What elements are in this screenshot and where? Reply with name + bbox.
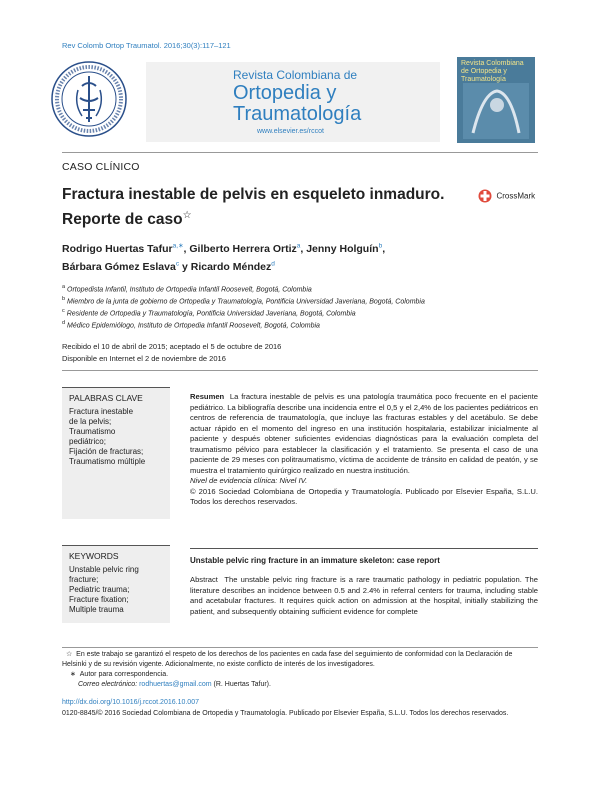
affiliation: $^b$ Miembro de la junta de gobierno de Ortopedia y Traumatología, Pontificia Universidad Javeriana, Bogotá, Colombia (62, 296, 425, 306)
keyword-item: pediátrico; (69, 437, 106, 446)
email-line: Correo electrónico: rodhuertas@gmail.com (R. Huertas Tafur). (78, 681, 271, 688)
english-section-divider (190, 548, 538, 549)
keyword-item: fracture; (69, 575, 99, 584)
affiliation: $^a$ Ortopedista Infantil, Instituto de Ortopedia Infantil Roosevelt, Bogotá, Colombia (62, 284, 312, 294)
keyword-item: Fractura inestable (69, 407, 134, 416)
author-list (62, 238, 502, 275)
keyword-item: Unstable pelvic ring (69, 565, 139, 574)
abstract-es-copyright: © 2016 Sociedad Colombiana de Ortopedia y Traumatología. Publicado por Elsevier España, S.L.U. Todos los derechos reservados. (190, 486, 538, 506)
author: Jenny Holguín$^b$, (306, 242, 386, 255)
dates-divider (62, 370, 538, 371)
title-star-footnote-mark: ☆ (182, 210, 192, 221)
keyword-item: Traumatismo (69, 427, 116, 436)
keyword-item: de la pelvis; (69, 417, 112, 426)
keyword-item: Fracture fixation; (69, 595, 129, 604)
crossmark-badge[interactable]: CrossMark (478, 187, 535, 205)
affiliation: $^d$ Médico Epidemiólogo, Instituto de Ortopedia Infantil Roosevelt, Bogotá, Colombia (62, 320, 320, 330)
abstract-es-label: Resumen (190, 392, 225, 401)
footnote-divider (62, 647, 538, 648)
journal-name-large: Ortopedia y Traumatología (233, 82, 362, 125)
abstract-es (190, 392, 538, 508)
issn-copyright: 0120-8845/© 2016 Sociedad Colombiana de Ortopedia y Traumatología. Publicado por Elsevier España, S.L.U. Todos los derechos reservados. (62, 710, 509, 717)
keywords-en-heading: KEYWORDS (69, 551, 119, 561)
keyword-item: Multiple trauma (69, 605, 124, 614)
email-link[interactable]: rodhuertas@gmail.com (139, 681, 212, 688)
keyword-item: Pediatric trauma; (69, 585, 130, 594)
section-label: CASO CLÍNICO (62, 161, 140, 173)
abstract-en (190, 575, 538, 617)
author: Rodrigo Huertas Tafur$^{a,∗}$, (62, 242, 190, 255)
keyword-item: Traumatismo múltiple (69, 457, 146, 466)
crossmark-icon (478, 188, 492, 204)
keywords-en-box (62, 545, 170, 623)
abstract-en-label: Abstract (190, 575, 218, 584)
journal-url-link[interactable]: www.elsevier.es/rccot (257, 128, 324, 135)
journal-name-small: Revista Colombiana de (233, 68, 358, 82)
online-date: Disponible en Internet el 2 de noviembre de 2016 (62, 354, 226, 363)
journal-citation: Rev Colomb Ortop Traumatol. 2016;30(3):117–121 (62, 41, 231, 50)
doi-link[interactable]: http://dx.doi.org/10.1016/j.rccot.2016.10.007 (62, 699, 199, 706)
evidence-level: Nivel de evidencia clínica: Nivel IV. (190, 476, 308, 485)
author: Ricardo Méndez$^d$ (190, 260, 275, 273)
affiliation: $^c$ Residente de Ortopedia y Traumatología, Pontificia Universidad Javeriana, Bogotá, Colombia (62, 308, 356, 318)
abstract-es-text: La fractura inestable de pelvis es una patología traumática poco frecuente en el paciente pediátrico. La bibliografía describe una incidencia entre el 0,5 y el 2,4% de los pacientes pediátricos en centros de referencia de traumatología, que incluye las fracturas estables y del acetábulo. Se debe actuar rápido en el momento del ingreso en una institución hospitalaria, estabilizar inicialmente al paciente y después obtener suficientes evidencias diagnósticas para la evaluación completa del traumatismo pélvico para establecer la clasificación y el tratamiento. Se presenta el caso de una paciente de 29 meses con politraumatismo, víctima de accidente de tránsito en calidad de peatón, y se muestra el tratamiento quirúrgico realizado en nuestra institución. (190, 392, 538, 475)
english-title: Unstable pelvic ring fracture in an immature skeleton: case report (190, 556, 440, 565)
keywords-es-heading: PALABRAS CLAVE (69, 393, 143, 403)
author: Bárbara Gómez Eslava$^c$ y (62, 260, 191, 273)
keywords-es-box (62, 387, 170, 519)
article-title: Fractura inestable de pelvis en esqueleto inmaduro. Reporte de caso☆ (62, 186, 445, 229)
corresponding-author-note: ∗ Autor para correspondencia. (70, 671, 169, 678)
star-footnote: ☆ En este trabajo se garantizó el respeto de los derechos de los pacientes en cada fase del seguimiento de conformidad con la Declaración de Helsinki y de su revisión vigente. Adicionalmente, no existe conflicto de interés de los investigadores. (62, 651, 513, 668)
cover-title: Revista Colombiana de Ortopedia y Traumatología (461, 60, 524, 83)
received-date: Recibido el 10 de abril de 2015; aceptado el 5 de octubre de 2016 (62, 342, 282, 351)
abstract-en-text: The unstable pelvic ring fracture is a rare traumatic pathology in pediatric population. The literature describes an incidence between 0.5 and 2.4% in referral centers for trauma, including stable and acetabular fractures. It requires quick action on admission at the hospital, initially stabilizing the patient, and subsequently obtaining sufficient evidence for complete (190, 575, 538, 616)
society-seal-logo (50, 60, 128, 138)
header-divider (62, 152, 538, 153)
author: Gilberto Herrera Ortiz$^a$, (189, 242, 307, 255)
journal-cover-image (457, 57, 535, 143)
keyword-item: Fijación de fracturas; (69, 447, 144, 456)
cover-illustration (463, 83, 529, 139)
